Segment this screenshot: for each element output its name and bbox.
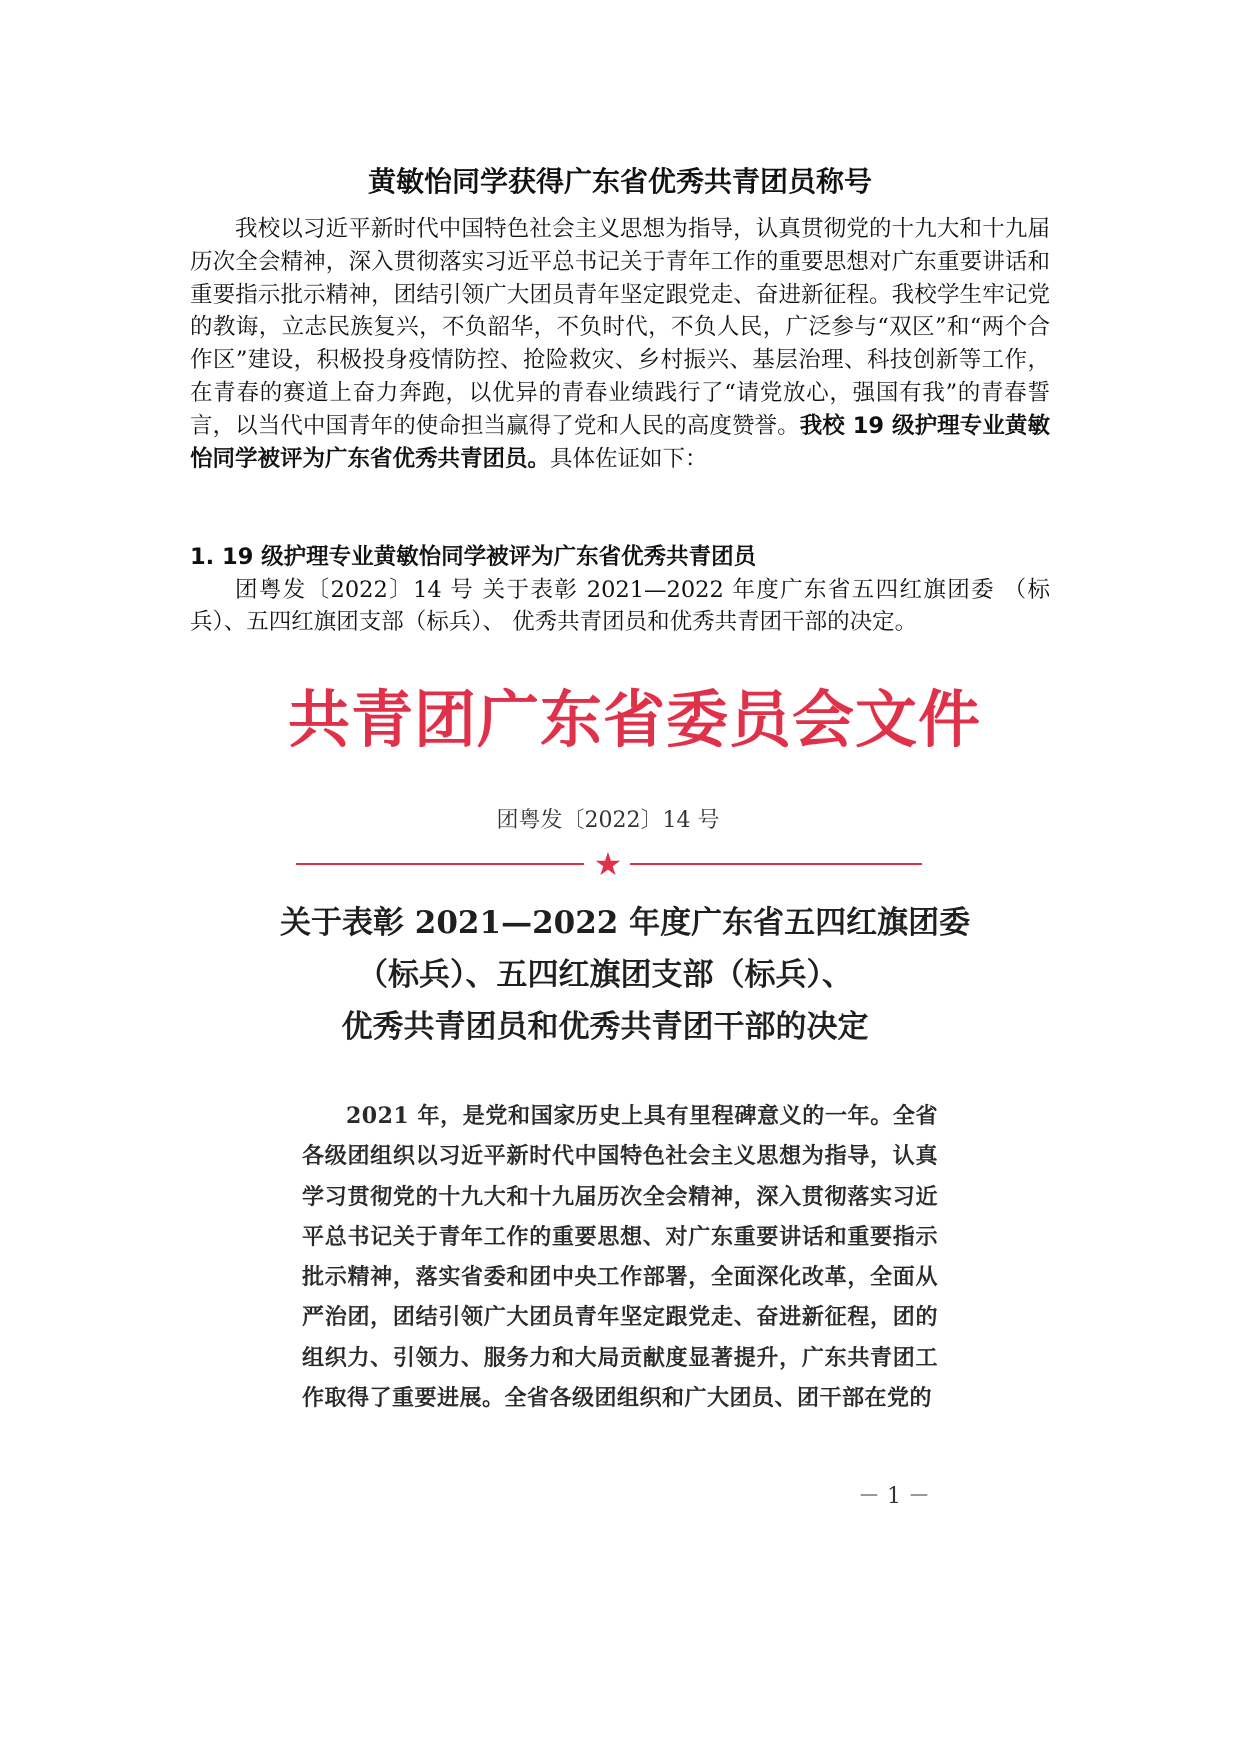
intro-text: 我校以习近平新时代中国特色社会主义思想为指导，认真贯彻党的十九大和十九届历次全会精神，深入贯彻落实习近平总书记关于青年工作的重要思想对广东重要讲话和重要指示批示精神，团结引领广大团员青年坚定跟党走、奋进新征程。我校学生牢记党的教诲，立志民族复兴，不负韶华，不负时代，不负人民，广泛参与“双区”和“两个合作区”建设，积极投身疫情防控、抢险救灾、乡村振兴、基层治理、科技创新等工作，在青春的赛道上奋力奔跑，以优异的青春业绩践行了“请党放心，强国有我”的青春誓言，以当代中国青年的使命担当赢得了党和人民的高度赞誉。 bbox=[190, 216, 1050, 439]
scan-page-number: － 1 － bbox=[858, 1484, 930, 1509]
scan-title-line-2: （标兵）、五四红旗团支部（标兵）、 bbox=[357, 957, 853, 993]
section-heading: 1. 19 级护理专业黄敏怡同学被评为广东省优秀共青团员 bbox=[190, 544, 757, 570]
star-icon: ★ bbox=[593, 845, 623, 883]
section-description: 团粤发〔2022〕14 号 关于表彰 2021—2022 年度广东省五四红旗团委 （标兵）、五四红旗团支部（标兵）、 优秀共青团员和优秀共青团干部的决定。 bbox=[190, 577, 1050, 635]
scan-red-rule-right bbox=[630, 863, 922, 865]
scan-red-rule-left bbox=[296, 863, 584, 865]
intro-paragraph bbox=[190, 213, 1050, 475]
scan-body-text: 2021 年，是党和国家历史上具有里程碑意义的一年。全省各级团组织以习近平新时代中国特色社会主义思想为指导，认真学习贯彻党的十九大和十九届历次全会精神，深入贯彻落实习近平总书记关于青年工作的重要思想、对广东重要讲话和重要指示批示精神，落实省委和团中央工作部署，全面深化改革，全面从严治团，团结引领广大团员青年坚定跟党走、奋进新征程，团的组织力、引领力、服务力和大局贡献度显著提升，广东共青团工作取得了重要进展。全省各级团组织和广大团员、团干部在党的 bbox=[302, 1103, 938, 1412]
scan-red-header: 共青团广东省委员会文件 bbox=[288, 683, 982, 756]
scan-document-number: 团粤发〔2022〕14 号 bbox=[496, 808, 720, 833]
scan-title bbox=[280, 897, 971, 1053]
intro-bold-text: 我校 19 级护理专业黄敏怡同学被评为广东省优秀共青团员。 bbox=[190, 412, 1050, 472]
intro-tail-text: 具体佐证如下： bbox=[550, 445, 708, 472]
document-title: 黄敏怡同学获得广东省优秀共青团员称号 bbox=[367, 165, 872, 198]
scanned-document-image bbox=[190, 652, 980, 1552]
scan-title-line-1: 关于表彰 2021—2022 年度广东省五四红旗团委 bbox=[280, 905, 971, 941]
scan-title-line-3: 优秀共青团员和优秀共青团干部的决定 bbox=[341, 1009, 869, 1045]
